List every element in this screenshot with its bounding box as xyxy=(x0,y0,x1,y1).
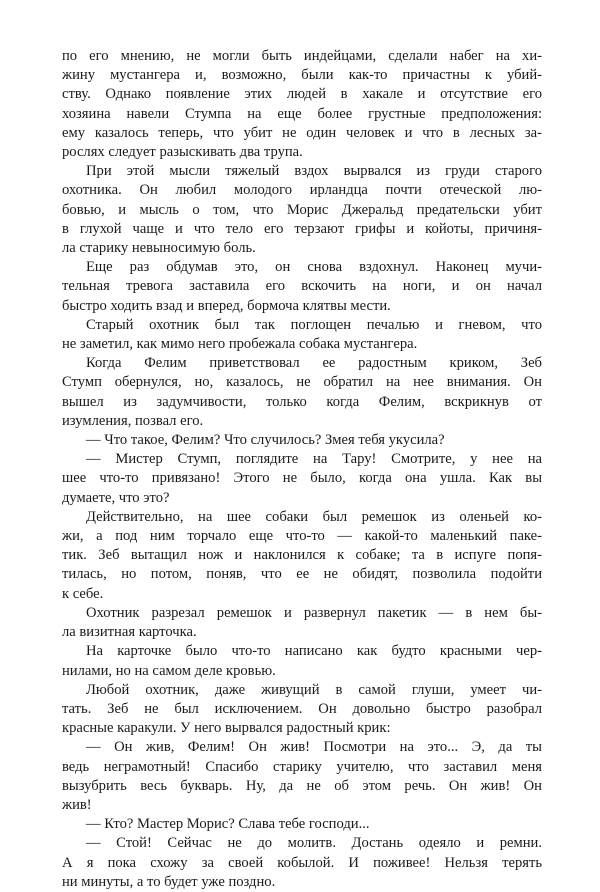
text-line: по его мнению, не могли быть индейцами, сделали набег на хи- xyxy=(62,48,542,64)
text-line: хозяина навели Стумпа на еще более грустные предположения: xyxy=(62,105,542,122)
text-line: — Мистер Стумп, поглядите на Тару! Смотрите, у нее на xyxy=(86,451,542,468)
text-line: тик. Зеб вытащил нож и наклонился к собаке; та в испуге попя- xyxy=(62,547,542,564)
text-line: — Он жив, Фелим! Он жив! Посмотри на это... Э, да ты xyxy=(86,739,542,756)
text-line: ла старику невыносимую боль. xyxy=(62,240,256,257)
text-line: тельная тревога заставила его вскочить на ноги, и он начал xyxy=(62,278,542,295)
paragraph xyxy=(62,258,542,316)
text-line: в глухой чаще и что тело его терзают грифы и койоты, причиня- xyxy=(62,220,542,237)
text-line: На карточке было что-то написано как будто красными чер- xyxy=(86,643,542,660)
text-line: нилами, но на самом деле кровью. xyxy=(62,662,276,679)
text-line: жи, а под ним торчало еще что-то — какой-то маленький паке- xyxy=(62,528,542,545)
paragraph xyxy=(62,604,542,642)
paragraph xyxy=(62,354,542,431)
text-line: вышел из задумчивости, только когда Фелим, вскрикнув от xyxy=(62,393,542,410)
text-line: вызубрить весь букварь. Ну, да не об этом речь. Он жив! Он xyxy=(62,777,542,794)
text-line: Стумп обернулся, но, казалось, не обратил на нее внимания. Он xyxy=(62,374,542,391)
text-line: — Кто? Мастер Морис? Слава тебе господи... xyxy=(86,816,370,833)
text-line: тилась, но потом, поняв, что ее не обидят, позволила подойти xyxy=(62,566,542,583)
paragraph xyxy=(62,162,542,258)
text-line: изумления, позвал его. xyxy=(62,412,204,429)
text-line: к себе. xyxy=(62,585,104,602)
paragraph xyxy=(62,47,542,162)
paragraph xyxy=(62,450,542,508)
paragraph xyxy=(62,834,542,892)
text-line: красные каракули. У него вырвался радостный крик: xyxy=(62,720,391,737)
text-line: Старый охотник был так поглощен печалью и гневом, что xyxy=(86,316,542,333)
text-line: быстро ходить взад и вперед, бормоча клятвы мести. xyxy=(62,297,391,314)
text-line: бовью, и мысль о том, что Морис Джеральд предательски убит xyxy=(62,201,542,218)
text-line: ству. Однако появление этих людей в хакале и отсутствие его xyxy=(62,86,542,103)
text-line: А я пока схожу за своей кобылой. И поживее! Нельзя терять xyxy=(62,854,542,871)
body-text xyxy=(62,47,542,892)
text-line: Охотник разрезал ремешок и развернул пакетик — в нем бы- xyxy=(86,604,542,621)
text-line: охотника. Он любил молодого ирландца почти отеческой лю- xyxy=(62,182,542,199)
paragraph xyxy=(62,738,542,815)
text-line: Еще раз обдумав это, он снова вздохнул. Наконец мучи- xyxy=(86,259,542,276)
paragraph xyxy=(62,681,542,739)
paragraph xyxy=(62,815,542,834)
text-line: — Стой! Сейчас не до молитв. Достань одеяло и ремни. xyxy=(86,835,542,852)
text-line: ни минуты, а то будет уже поздно. xyxy=(62,873,276,890)
paragraph xyxy=(62,431,542,450)
text-line: ведь неграмотный! Спасибо старику учителю, что заставил меня xyxy=(62,758,542,775)
text-line: Когда Фелим приветствовал ее радостным криком, Зеб xyxy=(86,355,542,372)
text-line: шее что-то привязано! Этого не было, когда она ушла. Как вы xyxy=(62,470,542,487)
text-line: Действительно, на шее собаки был ремешок из оленьей ко- xyxy=(86,508,542,525)
text-line: Любой охотник, даже живущий в самой глуши, умеет чи- xyxy=(86,681,542,698)
text-line: думаете, что это? xyxy=(62,489,170,506)
text-line: При этой мысли тяжелый вздох вырвался из груди старого xyxy=(86,163,542,180)
text-line: тать. Зеб не был исключением. Он довольно быстро разобрал xyxy=(62,700,542,717)
paragraph xyxy=(62,316,542,354)
text-line: ла визитная карточка. xyxy=(62,624,197,641)
text-line: жину мустангера и, возможно, были как-то причастны к убий- xyxy=(62,67,542,84)
text-line: ему казалось теперь, что убит не один человек и что в лесных за- xyxy=(62,124,542,141)
text-line: — Что такое, Фелим? Что случилось? Змея тебя укусила? xyxy=(86,432,445,449)
text-line: рослях следует разыскивать два трупа. xyxy=(62,144,303,161)
text-line: жив! xyxy=(62,796,92,813)
text-line: не заметил, как мимо него пробежала собака мустангера. xyxy=(62,336,418,353)
paragraph xyxy=(62,508,542,604)
paragraph xyxy=(62,642,542,680)
